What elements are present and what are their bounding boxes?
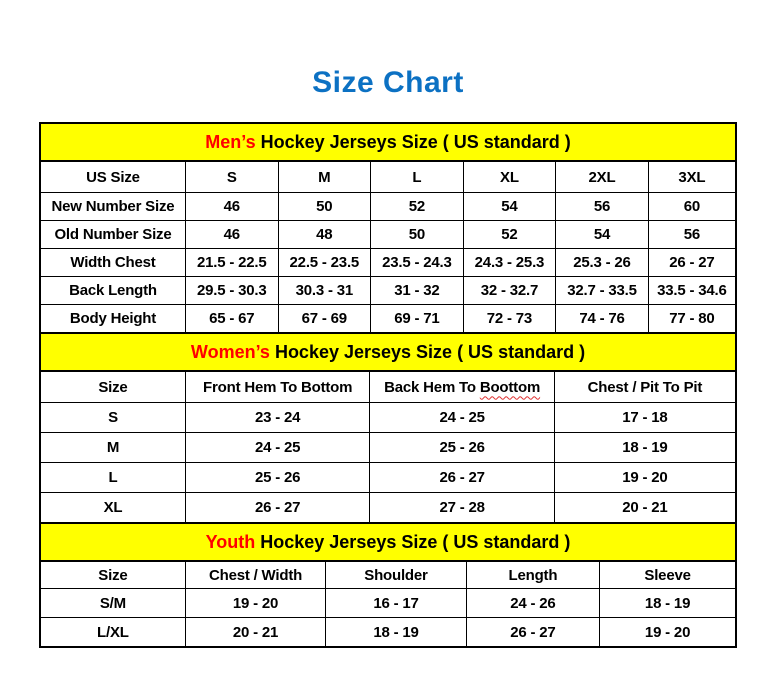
- column-header-misspelled: [370, 371, 554, 403]
- cell-value: 24 - 26: [466, 589, 599, 618]
- row-label: New Number Size: [40, 193, 185, 221]
- cell-value: 18 - 19: [554, 433, 736, 463]
- cell-value: 17 - 18: [554, 403, 736, 433]
- column-header: Sleeve: [600, 561, 736, 589]
- cell-value: 23 - 24: [185, 403, 369, 433]
- table-row: [40, 493, 736, 524]
- cell-value: 25 - 26: [370, 433, 554, 463]
- column-header: 2XL: [556, 161, 649, 193]
- cell-value: 50: [371, 221, 464, 249]
- section-title-youth: [40, 523, 736, 561]
- cell-value: 77 - 80: [648, 305, 736, 334]
- size-chart-tables: [39, 122, 737, 648]
- cell-value: 46: [185, 193, 278, 221]
- cell-value: 16 - 17: [326, 589, 466, 618]
- misspelled-word: Boottom: [479, 378, 541, 396]
- row-label: XL: [40, 493, 185, 524]
- cell-value: 19 - 20: [600, 618, 736, 648]
- column-header: L: [371, 161, 464, 193]
- section-title-highlight: Women’s: [190, 341, 270, 362]
- cell-value: 26 - 27: [648, 249, 736, 277]
- row-label: Old Number Size: [40, 221, 185, 249]
- cell-value: 50: [278, 193, 371, 221]
- section-title-women: [40, 333, 736, 371]
- cell-value: 26 - 27: [185, 493, 369, 524]
- row-label: Width Chest: [40, 249, 185, 277]
- row-label: S: [40, 403, 185, 433]
- table-row: [40, 463, 736, 493]
- cell-value: 56: [556, 193, 649, 221]
- section-title-rest: Hockey Jerseys Size ( US standard ): [269, 341, 586, 362]
- cell-value: 18 - 19: [326, 618, 466, 648]
- size-table-youth: [39, 522, 737, 648]
- size-table-men: [39, 122, 737, 334]
- column-header: Length: [466, 561, 599, 589]
- cell-value: 52: [463, 221, 556, 249]
- cell-value: 74 - 76: [556, 305, 649, 334]
- cell-value: 29.5 - 30.3: [185, 277, 278, 305]
- cell-value: 48: [278, 221, 371, 249]
- table-row: [40, 305, 736, 334]
- row-label: L/XL: [40, 618, 185, 648]
- section-title-highlight: Men’s: [205, 131, 256, 152]
- column-header: Chest / Pit To Pit: [554, 371, 736, 403]
- table-row: [40, 618, 736, 648]
- table-row: [40, 433, 736, 463]
- section-header-row-youth: [40, 523, 736, 561]
- column-header: Chest / Width: [185, 561, 325, 589]
- table-row: [40, 221, 736, 249]
- cell-value: 32 - 32.7: [463, 277, 556, 305]
- cell-value: 69 - 71: [371, 305, 464, 334]
- column-header-row-youth: [40, 561, 736, 589]
- cell-value: 25 - 26: [185, 463, 369, 493]
- column-header: Size: [40, 561, 185, 589]
- column-header-row-men: [40, 161, 736, 193]
- cell-value: 24 - 25: [370, 403, 554, 433]
- cell-value: 27 - 28: [370, 493, 554, 524]
- row-label: M: [40, 433, 185, 463]
- cell-value: 18 - 19: [600, 589, 736, 618]
- column-header: XL: [463, 161, 556, 193]
- cell-value: 54: [556, 221, 649, 249]
- cell-value: 31 - 32: [371, 277, 464, 305]
- cell-value: 22.5 - 23.5: [278, 249, 371, 277]
- table-row: [40, 277, 736, 305]
- cell-value: 20 - 21: [185, 618, 325, 648]
- column-header: S: [185, 161, 278, 193]
- column-header: Front Hem To Bottom: [185, 371, 369, 403]
- cell-value: 20 - 21: [554, 493, 736, 524]
- cell-value: 23.5 - 24.3: [371, 249, 464, 277]
- page-title: Size Chart: [312, 66, 464, 99]
- row-label: Body Height: [40, 305, 185, 334]
- column-header-row-women: [40, 371, 736, 403]
- row-label: S/M: [40, 589, 185, 618]
- table-row: [40, 589, 736, 618]
- cell-value: 25.3 - 26: [556, 249, 649, 277]
- cell-value: 56: [648, 221, 736, 249]
- cell-value: 65 - 67: [185, 305, 278, 334]
- table-row: [40, 193, 736, 221]
- column-header-text: Back Hem To: [384, 378, 480, 396]
- section-title-men: [40, 123, 736, 161]
- cell-value: 24.3 - 25.3: [463, 249, 556, 277]
- column-header: US Size: [40, 161, 185, 193]
- table-row: [40, 403, 736, 433]
- section-title-rest: Hockey Jerseys Size ( US standard ): [255, 531, 571, 552]
- column-header: Shoulder: [326, 561, 466, 589]
- column-header: 3XL: [648, 161, 736, 193]
- cell-value: 21.5 - 22.5: [185, 249, 278, 277]
- cell-value: 24 - 25: [185, 433, 369, 463]
- section-title-rest: Hockey Jerseys Size ( US standard ): [255, 131, 571, 152]
- cell-value: 19 - 20: [554, 463, 736, 493]
- row-label: L: [40, 463, 185, 493]
- cell-value: 72 - 73: [463, 305, 556, 334]
- row-label: Back Length: [40, 277, 185, 305]
- table-row: [40, 249, 736, 277]
- cell-value: 26 - 27: [370, 463, 554, 493]
- cell-value: 19 - 20: [185, 589, 325, 618]
- column-header: Size: [40, 371, 185, 403]
- cell-value: 26 - 27: [466, 618, 599, 648]
- section-header-row-women: [40, 333, 736, 371]
- section-title-highlight: Youth: [205, 531, 256, 552]
- cell-value: 67 - 69: [278, 305, 371, 334]
- cell-value: 32.7 - 33.5: [556, 277, 649, 305]
- cell-value: 52: [371, 193, 464, 221]
- cell-value: 46: [185, 221, 278, 249]
- cell-value: 54: [463, 193, 556, 221]
- section-header-row-men: [40, 123, 736, 161]
- column-header: M: [278, 161, 371, 193]
- cell-value: 60: [648, 193, 736, 221]
- cell-value: 33.5 - 34.6: [648, 277, 736, 305]
- size-table-women: [39, 332, 737, 524]
- cell-value: 30.3 - 31: [278, 277, 371, 305]
